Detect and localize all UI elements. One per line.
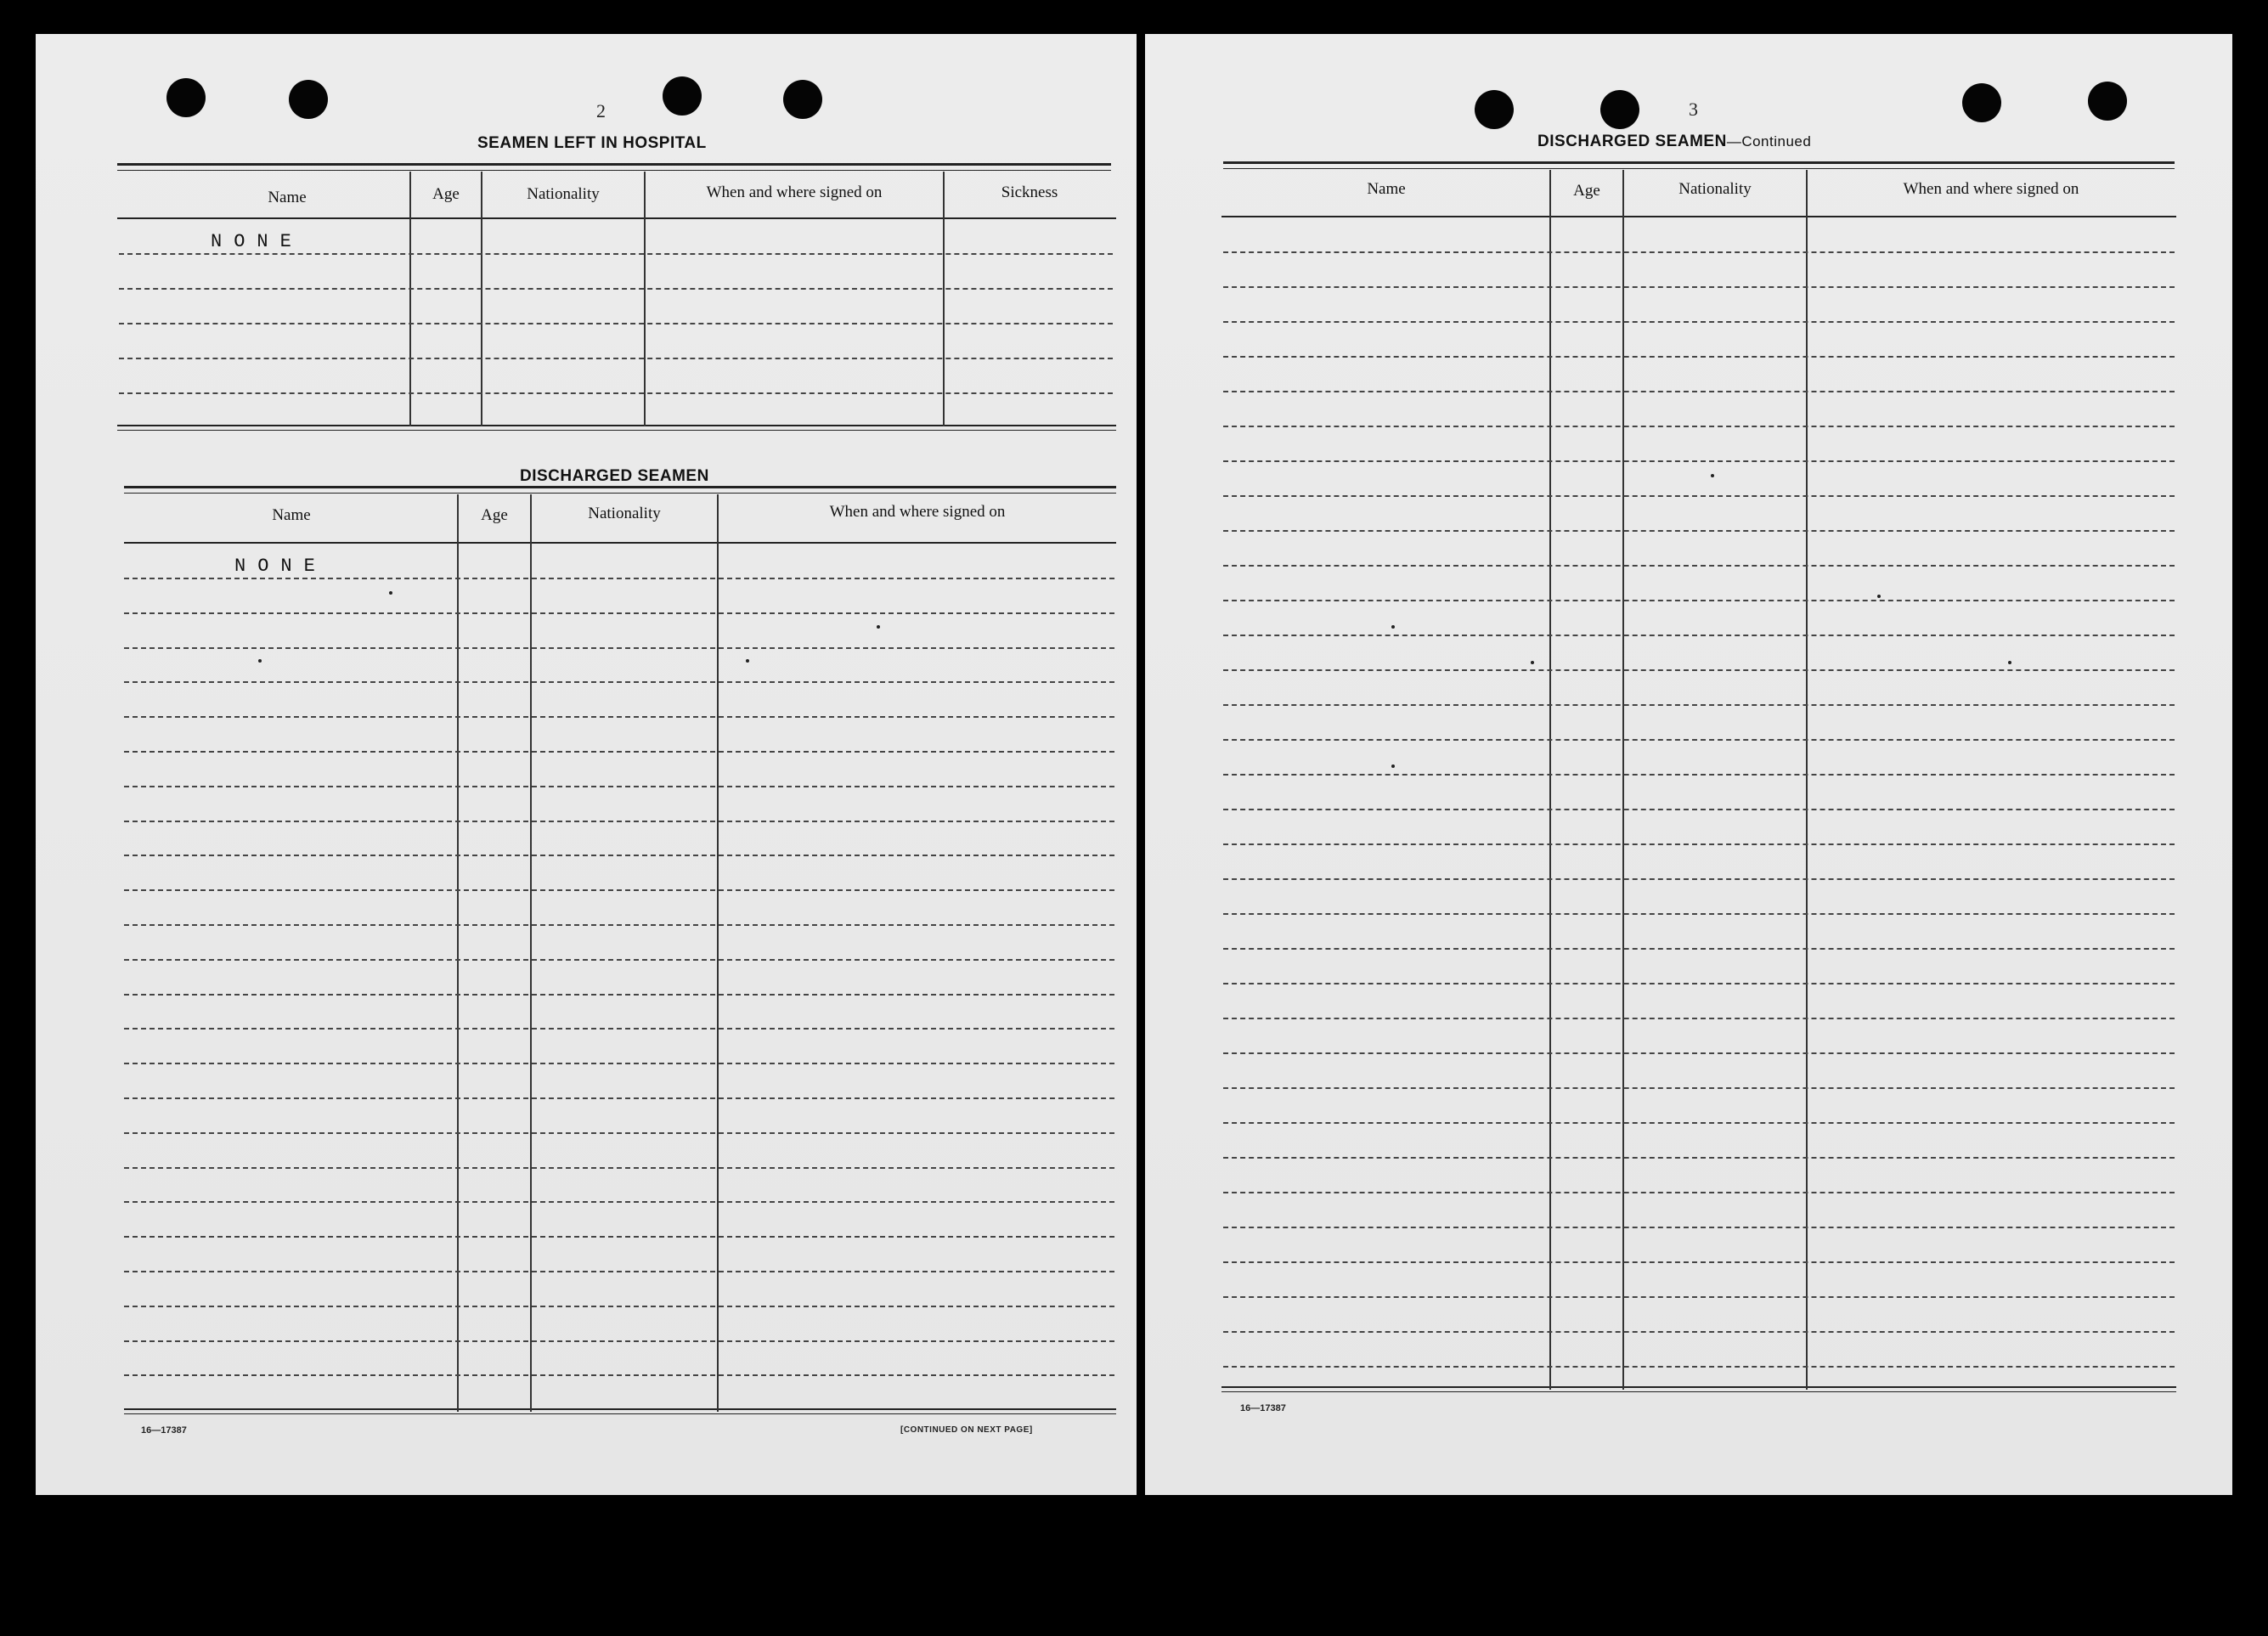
table-row (119, 253, 1113, 255)
table-row (124, 751, 1114, 753)
discharged-entry: NONE (234, 556, 327, 577)
punch-hole (1475, 90, 1514, 129)
table-row (124, 1340, 1114, 1342)
form-code: 16—17387 (141, 1425, 187, 1436)
table-row (119, 358, 1113, 359)
table-row (119, 323, 1113, 324)
table-row (1223, 321, 2175, 323)
stray-mark (1877, 595, 1881, 598)
table-row (1223, 495, 2175, 497)
table-row (124, 578, 1114, 579)
table-bottom-rule (117, 425, 1116, 426)
column-divider (530, 494, 532, 1412)
table-top-rule (1223, 161, 2175, 164)
table-row (1223, 530, 2175, 532)
table-row (124, 1201, 1114, 1203)
table-row (124, 716, 1114, 718)
column-header-name: Name (272, 506, 311, 524)
header-bottom-rule (117, 217, 1116, 219)
table-row (119, 288, 1113, 290)
stray-mark (1531, 661, 1534, 664)
column-header-age: Age (432, 185, 460, 203)
discharged-section-title: DISCHARGED SEAMEN (520, 467, 709, 485)
table-row (124, 1028, 1114, 1030)
column-divider (1549, 170, 1551, 1390)
table-row (1223, 739, 2175, 741)
table-row (1223, 1296, 2175, 1298)
column-header-sickness: Sickness (1001, 183, 1058, 201)
column-divider (1622, 170, 1624, 1390)
column-header-signed-on: When and where signed on (829, 503, 1006, 521)
stray-mark (1391, 625, 1395, 629)
table-row (124, 1306, 1114, 1307)
hospital-entry: NONE (211, 231, 303, 252)
form-code: 16—17387 (1240, 1403, 1286, 1413)
table-row (1223, 356, 2175, 358)
table-row (1223, 669, 2175, 671)
stray-mark (2008, 661, 2011, 664)
table-row (124, 1271, 1114, 1272)
header-bottom-rule (1221, 216, 2176, 217)
stray-mark (1711, 474, 1714, 477)
punch-hole (1600, 90, 1639, 129)
table-row (1223, 1331, 2175, 1333)
stray-mark (746, 659, 749, 663)
table-row (124, 821, 1114, 822)
column-divider (717, 494, 719, 1412)
section-title-text: DISCHARGED SEAMEN (1537, 133, 1727, 150)
table-row (1223, 600, 2175, 601)
table-row (1223, 460, 2175, 462)
table-row (1223, 391, 2175, 392)
column-header-signed-on: When and where signed on (706, 183, 883, 201)
table-bottom-rule (124, 1413, 1116, 1414)
header-bottom-rule (124, 542, 1116, 544)
page-number: 3 (1689, 99, 1698, 120)
stray-mark (1391, 764, 1395, 768)
table-top-rule (124, 493, 1116, 494)
column-divider (943, 172, 945, 426)
table-row (124, 681, 1114, 683)
table-row (1223, 286, 2175, 288)
column-divider (1806, 170, 1808, 1390)
table-row (1223, 1052, 2175, 1054)
table-row (1223, 426, 2175, 427)
column-divider (644, 172, 646, 426)
table-bottom-rule (117, 430, 1116, 431)
punch-hole (663, 76, 702, 116)
left-page (36, 34, 1137, 1495)
table-row (1223, 1366, 2175, 1368)
table-row (1223, 1157, 2175, 1159)
table-row (119, 392, 1113, 394)
table-row (124, 786, 1114, 787)
table-row (1223, 704, 2175, 706)
column-divider (457, 494, 459, 1412)
column-header-name: Name (268, 189, 307, 206)
punch-hole (166, 78, 206, 117)
table-row (1223, 1087, 2175, 1089)
table-row (1223, 948, 2175, 950)
punch-hole (1962, 83, 2001, 122)
table-row (1223, 1227, 2175, 1228)
table-row (1223, 1261, 2175, 1263)
column-header-signed-on: When and where signed on (1903, 180, 2079, 198)
table-row (124, 612, 1114, 614)
table-row (1223, 878, 2175, 880)
table-row (124, 1063, 1114, 1064)
column-header-age: Age (1573, 182, 1600, 200)
punch-hole (289, 80, 328, 119)
table-top-rule (117, 170, 1111, 171)
section-title-continued: —Continued (1726, 133, 1812, 149)
table-row (1223, 251, 2175, 253)
table-row (1223, 1018, 2175, 1019)
table-bottom-rule (1221, 1391, 2176, 1392)
column-header-age: Age (481, 506, 508, 524)
table-row (124, 994, 1114, 996)
column-header-nationality: Nationality (527, 185, 600, 203)
table-row (124, 1236, 1114, 1238)
punch-hole (2088, 82, 2127, 121)
table-row (124, 647, 1114, 649)
table-bottom-rule (124, 1408, 1116, 1410)
table-top-rule (1223, 168, 2175, 169)
table-row (124, 1097, 1114, 1099)
table-row (124, 855, 1114, 856)
column-header-nationality: Nationality (1678, 180, 1752, 198)
table-row (124, 924, 1114, 926)
page-number: 2 (596, 100, 606, 121)
table-bottom-rule (1221, 1386, 2176, 1388)
table-row (1223, 1122, 2175, 1124)
stray-mark (389, 591, 392, 595)
column-header-nationality: Nationality (588, 505, 661, 522)
column-divider (481, 172, 482, 426)
table-row (1223, 1192, 2175, 1193)
stray-mark (877, 625, 880, 629)
table-top-rule (117, 163, 1111, 166)
section-title (1537, 133, 1811, 151)
table-row (124, 959, 1114, 961)
table-row (1223, 565, 2175, 567)
table-row (1223, 809, 2175, 810)
column-divider (409, 172, 411, 426)
stray-mark (258, 659, 262, 663)
table-row (124, 889, 1114, 891)
table-row (124, 1374, 1114, 1376)
table-row (124, 1132, 1114, 1134)
table-row (124, 1167, 1114, 1169)
table-row (1223, 983, 2175, 984)
table-row (1223, 774, 2175, 776)
continued-footnote: [CONTINUED ON NEXT PAGE] (900, 1425, 1033, 1435)
table-row (1223, 913, 2175, 915)
punch-hole (783, 80, 822, 119)
hospital-section-title: SEAMEN LEFT IN HOSPITAL (477, 134, 707, 152)
column-header-name: Name (1367, 180, 1406, 198)
table-row (1223, 843, 2175, 845)
right-page (1145, 34, 2232, 1495)
table-row (1223, 635, 2175, 636)
table-top-rule (124, 486, 1116, 488)
